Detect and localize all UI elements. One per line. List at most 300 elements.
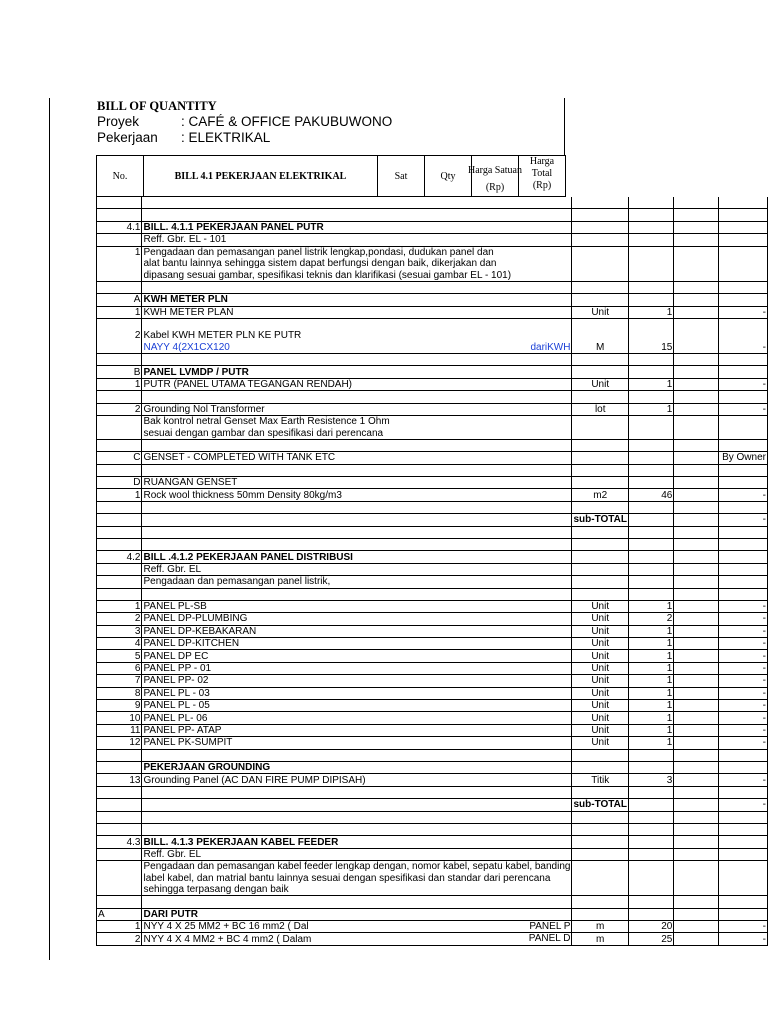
- row-total: -: [719, 933, 768, 945]
- row-total: -: [719, 489, 768, 501]
- table-row: [97, 774, 768, 786]
- row-unit-price: [674, 403, 719, 415]
- row-quantity: [628, 281, 673, 293]
- row-number: [97, 576, 142, 588]
- row-unit-price: [674, 342, 719, 354]
- row-total: -: [719, 724, 768, 736]
- row-total: -: [719, 700, 768, 712]
- row-unit-price: [674, 294, 719, 306]
- row-total: [719, 366, 768, 378]
- row-description: [142, 786, 572, 798]
- row-unit: [572, 538, 629, 550]
- row-total: [719, 476, 768, 488]
- row-description: Bak kontrol netral Genset Max Earth Resistence 1 Ohm: [142, 416, 572, 428]
- row-quantity: 2: [628, 613, 673, 625]
- row-unit: [572, 576, 629, 588]
- row-number: [97, 749, 142, 761]
- row-unit: [572, 884, 629, 896]
- row-description: PUTR (PANEL UTAMA TEGANGAN RENDAH): [142, 378, 572, 390]
- row-unit: [572, 501, 629, 513]
- row-total: -: [719, 921, 768, 933]
- row-unit-price: [674, 786, 719, 798]
- row-unit-price: [674, 576, 719, 588]
- row-unit: [572, 294, 629, 306]
- row-unit-price: [674, 848, 719, 860]
- header-unit-price: Harga Satuan (Rp): [472, 156, 519, 196]
- header-total-price: Harga Total (Rp): [529, 156, 555, 191]
- row-quantity: [628, 234, 673, 246]
- row-quantity: [628, 848, 673, 860]
- table-row: [97, 489, 768, 501]
- row-description: Rock wool thickness 50mm Density 80kg/m3: [142, 489, 572, 501]
- row-unit: [572, 354, 629, 366]
- table-row: [97, 712, 768, 724]
- row-unit-price: [674, 221, 719, 233]
- row-number: B: [97, 366, 142, 378]
- row-number: 2: [97, 403, 142, 415]
- row-quantity: [628, 823, 673, 835]
- row-description-part: NYY 4 X 25 MM2 + BC 16 mm2 ( Dal: [143, 921, 309, 933]
- row-number: [97, 884, 142, 896]
- row-unit-price: [674, 318, 719, 330]
- row-unit: [572, 258, 629, 269]
- row-description: RUANGAN GENSET: [142, 476, 572, 488]
- row-quantity: [628, 269, 673, 281]
- table-row: [97, 749, 768, 761]
- row-unit: Unit: [572, 724, 629, 736]
- row-unit: [572, 551, 629, 563]
- row-total: [719, 354, 768, 366]
- row-total: -: [719, 306, 768, 318]
- row-total: -: [719, 662, 768, 674]
- row-quantity: [628, 538, 673, 550]
- row-description: Reff. Gbr. EL: [142, 848, 572, 860]
- row-total: [719, 749, 768, 761]
- row-description: BILL. 4.1.1 PEKERJAAN PANEL PUTR: [142, 221, 572, 233]
- row-quantity: [628, 439, 673, 451]
- row-description: [142, 933, 572, 945]
- row-number: [97, 872, 142, 883]
- row-number: [97, 269, 142, 281]
- row-description: alat bantu lainnya sehingga sistem dapat berfungsi dengan baik, dikerjakan dan: [142, 258, 572, 269]
- table-row: [97, 416, 768, 428]
- row-total: [719, 908, 768, 920]
- row-description: [142, 464, 572, 476]
- row-number: 1: [97, 921, 142, 933]
- row-unit: [572, 823, 629, 835]
- row-description: PANEL DP EC: [142, 650, 572, 662]
- row-number: 11: [97, 724, 142, 736]
- row-quantity: [628, 330, 673, 341]
- row-total: [719, 209, 768, 221]
- row-total: [719, 234, 768, 246]
- row-unit: [572, 761, 629, 773]
- row-unit-price: [674, 439, 719, 451]
- row-unit: [572, 234, 629, 246]
- row-number: [97, 197, 142, 209]
- table-row: [97, 234, 768, 246]
- row-total: [719, 551, 768, 563]
- row-unit-price: [674, 774, 719, 786]
- row-description: GENSET - COMPLETED WITH TANK ETC: [142, 452, 572, 464]
- row-unit: [572, 896, 629, 908]
- row-number: [97, 848, 142, 860]
- row-total: [719, 836, 768, 848]
- row-quantity: 1: [628, 662, 673, 674]
- row-quantity: [628, 464, 673, 476]
- row-total: -: [719, 712, 768, 724]
- row-total: [719, 281, 768, 293]
- row-quantity: [628, 526, 673, 538]
- row-description: [142, 197, 572, 209]
- project-line: [97, 114, 392, 129]
- row-unit: Unit: [572, 662, 629, 674]
- row-unit-price: [674, 625, 719, 637]
- row-unit-price: [674, 501, 719, 513]
- row-description: [142, 439, 572, 451]
- table-row: [97, 700, 768, 712]
- row-number: [97, 896, 142, 908]
- row-unit: Titik: [572, 774, 629, 786]
- table-row: [97, 306, 768, 318]
- row-description: [142, 896, 572, 908]
- row-unit-price: [674, 861, 719, 873]
- table-row: [97, 330, 768, 341]
- row-unit: Unit: [572, 700, 629, 712]
- row-quantity: [628, 354, 673, 366]
- row-quantity: 25: [628, 933, 673, 945]
- row-number: [97, 514, 142, 526]
- row-unit-price: [674, 737, 719, 749]
- row-unit: Unit: [572, 687, 629, 699]
- row-description: [142, 921, 572, 933]
- row-unit-price: [674, 538, 719, 550]
- table-row: [97, 269, 768, 281]
- row-quantity: 46: [628, 489, 673, 501]
- table-row: [97, 452, 768, 464]
- row-number: [97, 861, 142, 873]
- table-row: [97, 391, 768, 403]
- table-row: [97, 600, 768, 612]
- row-unit: [572, 318, 629, 330]
- row-description-suffix: PANEL P: [529, 921, 571, 933]
- table-row: [97, 294, 768, 306]
- row-number: [97, 258, 142, 269]
- row-unit-price: [674, 452, 719, 464]
- header-sat: Sat: [378, 156, 425, 196]
- table-row: [97, 724, 768, 736]
- row-description: PANEL DP-KEBAKARAN: [142, 625, 572, 637]
- boq-table: [96, 197, 768, 946]
- row-number: 2: [97, 613, 142, 625]
- row-description: [142, 526, 572, 538]
- row-description: Pengadaan dan pemasangan panel listrik,: [142, 576, 572, 588]
- row-unit: [572, 197, 629, 209]
- row-quantity: [628, 318, 673, 330]
- row-total: [719, 848, 768, 860]
- row-unit: [572, 526, 629, 538]
- row-unit: Unit: [572, 613, 629, 625]
- row-description: PANEL DP-PLUMBING: [142, 613, 572, 625]
- row-unit: m: [572, 921, 629, 933]
- row-total: [719, 576, 768, 588]
- row-description: [142, 538, 572, 550]
- row-total: -: [719, 600, 768, 612]
- row-description-part: NYY 4 X 4 MM2 + BC 4 mm2 ( Dalam: [143, 933, 312, 945]
- row-unit-price: [674, 896, 719, 908]
- table-row: [97, 884, 768, 896]
- row-quantity: [628, 761, 673, 773]
- row-unit: [572, 786, 629, 798]
- row-total: -: [719, 687, 768, 699]
- table-row: [97, 514, 768, 526]
- row-unit-price: [674, 258, 719, 269]
- row-total: -: [719, 625, 768, 637]
- row-unit: Unit: [572, 675, 629, 687]
- row-quantity: 1: [628, 724, 673, 736]
- row-description: PANEL DP-KITCHEN: [142, 638, 572, 650]
- row-unit-price: [674, 613, 719, 625]
- row-unit-price: [674, 378, 719, 390]
- row-total: [719, 246, 768, 258]
- row-number: 12: [97, 737, 142, 749]
- row-description: Grounding Panel (AC DAN FIRE PUMP DIPISAH): [142, 774, 572, 786]
- row-number: 8: [97, 687, 142, 699]
- project-label: Proyek: [97, 114, 140, 129]
- row-total: -: [719, 650, 768, 662]
- row-total: -: [719, 378, 768, 390]
- row-unit: [572, 427, 629, 439]
- row-unit-price: [674, 464, 719, 476]
- row-total: [719, 538, 768, 550]
- row-unit: Unit: [572, 306, 629, 318]
- row-unit-price: [674, 588, 719, 600]
- row-number: 1: [97, 600, 142, 612]
- row-number: [97, 439, 142, 451]
- row-number: 7: [97, 675, 142, 687]
- row-description: PANEL PL - 03: [142, 687, 572, 699]
- row-unit-price: [674, 921, 719, 933]
- row-unit: [572, 588, 629, 600]
- row-number: [97, 823, 142, 835]
- row-unit: Unit: [572, 737, 629, 749]
- row-description: sesuai dengan gambar dan spesifikasi dari perencana: [142, 427, 572, 439]
- row-description: Grounding Nol Transformer: [142, 403, 572, 415]
- row-number: [97, 234, 142, 246]
- work-label: Pekerjaan: [97, 130, 158, 145]
- row-number: [97, 209, 142, 221]
- row-unit: Unit: [572, 650, 629, 662]
- table-row: [97, 861, 768, 873]
- row-unit-price: [674, 563, 719, 575]
- row-description: [142, 354, 572, 366]
- table-row: [97, 625, 768, 637]
- row-unit: [572, 872, 629, 883]
- row-description: PANEL PP- 02: [142, 675, 572, 687]
- row-unit: Unit: [572, 712, 629, 724]
- row-description: PANEL PP - 01: [142, 662, 572, 674]
- row-unit: [572, 908, 629, 920]
- row-unit-price: [674, 761, 719, 773]
- table-row: [97, 613, 768, 625]
- table-row: [97, 501, 768, 513]
- table-row: [97, 197, 768, 209]
- table-row: [97, 378, 768, 390]
- row-description: [142, 823, 572, 835]
- row-total: [719, 896, 768, 908]
- row-unit-price: [674, 551, 719, 563]
- row-unit-price: [674, 197, 719, 209]
- row-total: By Owner: [719, 452, 768, 464]
- row-number: 5: [97, 650, 142, 662]
- row-quantity: [628, 452, 673, 464]
- row-unit-price: [674, 354, 719, 366]
- table-row: [97, 761, 768, 773]
- row-quantity: [628, 258, 673, 269]
- row-number: [97, 342, 142, 354]
- project-value: : CAFÉ & OFFICE PAKUBUWONO: [181, 114, 393, 129]
- row-quantity: [628, 563, 673, 575]
- row-total: [719, 811, 768, 823]
- table-row: [97, 836, 768, 848]
- row-unit-price: [674, 700, 719, 712]
- row-quantity: 1: [628, 403, 673, 415]
- row-number: [97, 761, 142, 773]
- row-number: [97, 391, 142, 403]
- row-unit-price: [674, 234, 719, 246]
- row-quantity: [628, 884, 673, 896]
- row-number: 1: [97, 306, 142, 318]
- row-unit-price: [674, 687, 719, 699]
- table-row: [97, 366, 768, 378]
- row-number: 4.1: [97, 221, 142, 233]
- row-quantity: [628, 221, 673, 233]
- row-unit: [572, 848, 629, 860]
- table-row: [97, 526, 768, 538]
- row-quantity: [628, 811, 673, 823]
- row-description: Pengadaan dan pemasangan kabel feeder lengkap dengan, nomor kabel, sepatu kabel, banding: [143, 861, 571, 873]
- table-row: [97, 342, 768, 354]
- row-unit-price: [674, 724, 719, 736]
- row-description: [142, 799, 572, 811]
- table-row: [97, 650, 768, 662]
- row-quantity: 1: [628, 700, 673, 712]
- row-total: [719, 416, 768, 428]
- row-number: 10: [97, 712, 142, 724]
- row-unit-price: [674, 306, 719, 318]
- row-unit-price: [674, 749, 719, 761]
- row-number: 3: [97, 625, 142, 637]
- row-number: [97, 354, 142, 366]
- row-quantity: 1: [628, 378, 673, 390]
- row-unit: [572, 749, 629, 761]
- row-total: [719, 269, 768, 281]
- row-number: [97, 811, 142, 823]
- row-quantity: 1: [628, 675, 673, 687]
- table-row: [97, 786, 768, 798]
- table-row: [97, 576, 768, 588]
- row-unit-price: [674, 811, 719, 823]
- row-description: [142, 342, 572, 354]
- row-unit-price: [674, 650, 719, 662]
- row-description: sehingga terpasang dengan baik: [142, 884, 572, 896]
- row-unit-price: [674, 391, 719, 403]
- row-quantity: [628, 209, 673, 221]
- row-number: 2: [97, 933, 142, 945]
- table-row: [97, 687, 768, 699]
- column-header: [96, 155, 566, 197]
- row-quantity: [628, 786, 673, 798]
- row-description: [142, 514, 572, 526]
- row-quantity: [628, 427, 673, 439]
- row-total: -: [719, 514, 768, 526]
- table-row: [97, 896, 768, 908]
- row-unit-price: [674, 269, 719, 281]
- row-total: -: [719, 799, 768, 811]
- row-unit: [572, 836, 629, 848]
- row-unit: [572, 221, 629, 233]
- row-total: -: [719, 675, 768, 687]
- row-unit-price: [674, 884, 719, 896]
- row-unit-price: [674, 476, 719, 488]
- row-quantity: [628, 588, 673, 600]
- row-unit-price: [674, 799, 719, 811]
- row-unit: [572, 439, 629, 451]
- row-description: PANEL PL - 05: [142, 700, 572, 712]
- row-unit: [572, 811, 629, 823]
- row-unit: [572, 269, 629, 281]
- row-total: [719, 464, 768, 476]
- row-description: KWH METER PLAN: [142, 306, 572, 318]
- row-description: [142, 811, 572, 823]
- row-unit-price: [674, 366, 719, 378]
- row-unit-price: [674, 600, 719, 612]
- row-quantity: 3: [628, 774, 673, 786]
- row-unit: Unit: [572, 625, 629, 637]
- row-unit: [572, 452, 629, 464]
- table-row: [97, 403, 768, 415]
- row-description: PANEL PL-SB: [142, 600, 572, 612]
- row-total: [719, 330, 768, 341]
- row-total: [719, 501, 768, 513]
- row-description: [142, 318, 572, 330]
- row-number: 1: [97, 378, 142, 390]
- row-total: [719, 884, 768, 896]
- row-description: [142, 588, 572, 600]
- table-row: [97, 823, 768, 835]
- row-quantity: [628, 501, 673, 513]
- row-quantity: [628, 896, 673, 908]
- table-row: [97, 811, 768, 823]
- row-quantity: [628, 861, 673, 873]
- row-quantity: [628, 836, 673, 848]
- row-description: [142, 749, 572, 761]
- row-description: [142, 209, 572, 221]
- row-quantity: 15: [628, 342, 673, 354]
- header-description: BILL 4.1 PEKERJAAN ELEKTRIKAL: [144, 156, 378, 196]
- row-description: PEKERJAAN GROUNDING: [142, 761, 572, 773]
- row-quantity: [628, 246, 673, 258]
- row-unit: Unit: [572, 378, 629, 390]
- table-row: [97, 476, 768, 488]
- table-row: [97, 464, 768, 476]
- row-description: Reff. Gbr. EL: [142, 563, 572, 575]
- row-description: PANEL PK-SUMPIT: [142, 737, 572, 749]
- row-number: 6: [97, 662, 142, 674]
- row-quantity: [628, 576, 673, 588]
- row-unit-price: [674, 836, 719, 848]
- row-total: [719, 197, 768, 209]
